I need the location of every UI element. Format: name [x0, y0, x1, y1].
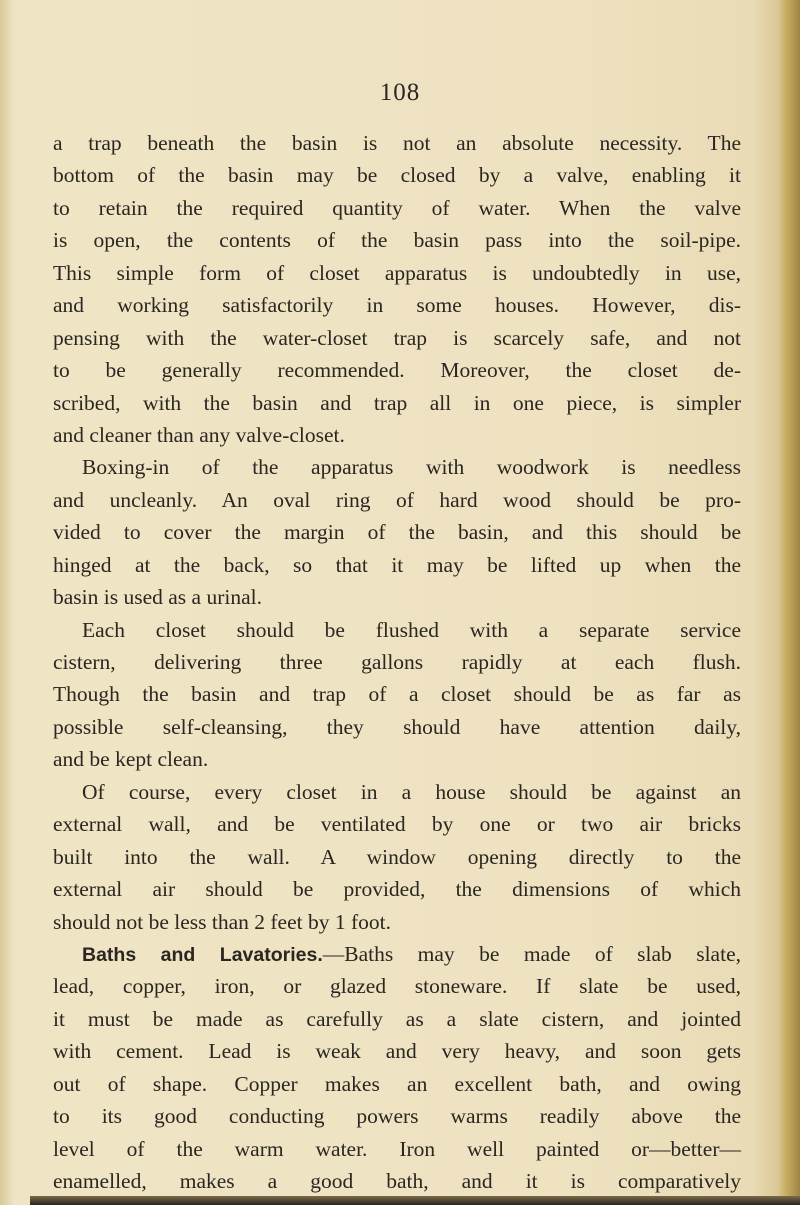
text-line: level of the warm water. Iron well painted or—better—	[53, 1136, 741, 1161]
text-line: bottom of the basin may be closed by a valve, enabling it	[53, 163, 741, 188]
text-line: external air should be provided, the dimensions of which	[53, 877, 741, 902]
text-line: external wall, and be ventilated by one or two air bricks	[53, 812, 741, 837]
text-line: it must be made as carefully as a slate cistern, and jointed	[53, 1006, 741, 1031]
paragraph-end-line: and cleaner than any valve-closet.	[53, 422, 345, 447]
text-line: lead, copper, iron, or glazed stoneware. If slate be used,	[53, 974, 741, 999]
text-line: enamelled, makes a good bath, and it is comparatively	[53, 1169, 741, 1193]
page-edge	[778, 0, 800, 1205]
body-text	[53, 127, 741, 1197]
page-number: 108	[379, 79, 421, 106]
text-line: cistern, delivering three gallons rapidly at each flush.	[53, 650, 741, 674]
text-line: and uncleanly. An oval ring of hard wood should be pro-	[53, 487, 741, 512]
text-line: hinged at the back, so that it may be lifted up when the	[53, 552, 741, 577]
text-line: pensing with the water-closet trap is scarcely safe, and not	[53, 325, 741, 350]
text-line: Though the basin and trap of a closet should be as far as	[53, 682, 741, 707]
section-first-line-text: —Baths may be made of slab slate,	[322, 941, 741, 966]
text-line: is open, the contents of the basin pass into the soil-pipe.	[53, 228, 741, 253]
binding-shadow	[0, 0, 14, 1205]
paragraph-start-line: Of course, every closet in a house should be against an	[82, 779, 741, 804]
text-line: to retain the required quantity of water. When the valve	[53, 195, 741, 220]
paragraph-end-line: basin is used as a urinal.	[53, 585, 262, 610]
text-line: This simple form of closet apparatus is undoubtedly in use,	[53, 260, 741, 285]
text-line: and working satisfactorily in some houses. However, dis-	[53, 293, 741, 318]
text-line: possible self-cleansing, they should have attention daily,	[53, 714, 741, 739]
paragraph-end-line: and be kept clean.	[53, 747, 209, 772]
paragraph-end-line: should not be less than 2 feet by 1 foot.	[53, 909, 391, 934]
section-first-line	[53, 938, 741, 970]
text-line: to be generally recommended. Moreover, the closet de-	[53, 358, 741, 383]
paragraph-start-line: Each closet should be flushed with a separate service	[82, 617, 741, 642]
text-line: with cement. Lead is weak and very heavy, and soon gets	[53, 1039, 741, 1064]
text-line: to its good conducting powers warms readily above the	[53, 1104, 741, 1129]
section-heading: Baths and Lavatories.	[82, 943, 323, 966]
paragraph-start-line: Boxing-in of the apparatus with woodwork is needless	[82, 455, 741, 480]
text-line: vided to cover the margin of the basin, and this should be	[53, 520, 741, 545]
text-line: scribed, with the basin and trap all in one piece, is simpler	[53, 390, 741, 415]
text-line: a trap beneath the basin is not an absolute necessity. The	[53, 131, 741, 155]
text-line: out of shape. Copper makes an excellent bath, and owing	[53, 1071, 741, 1096]
text-line: built into the wall. A window opening directly to the	[53, 844, 741, 869]
